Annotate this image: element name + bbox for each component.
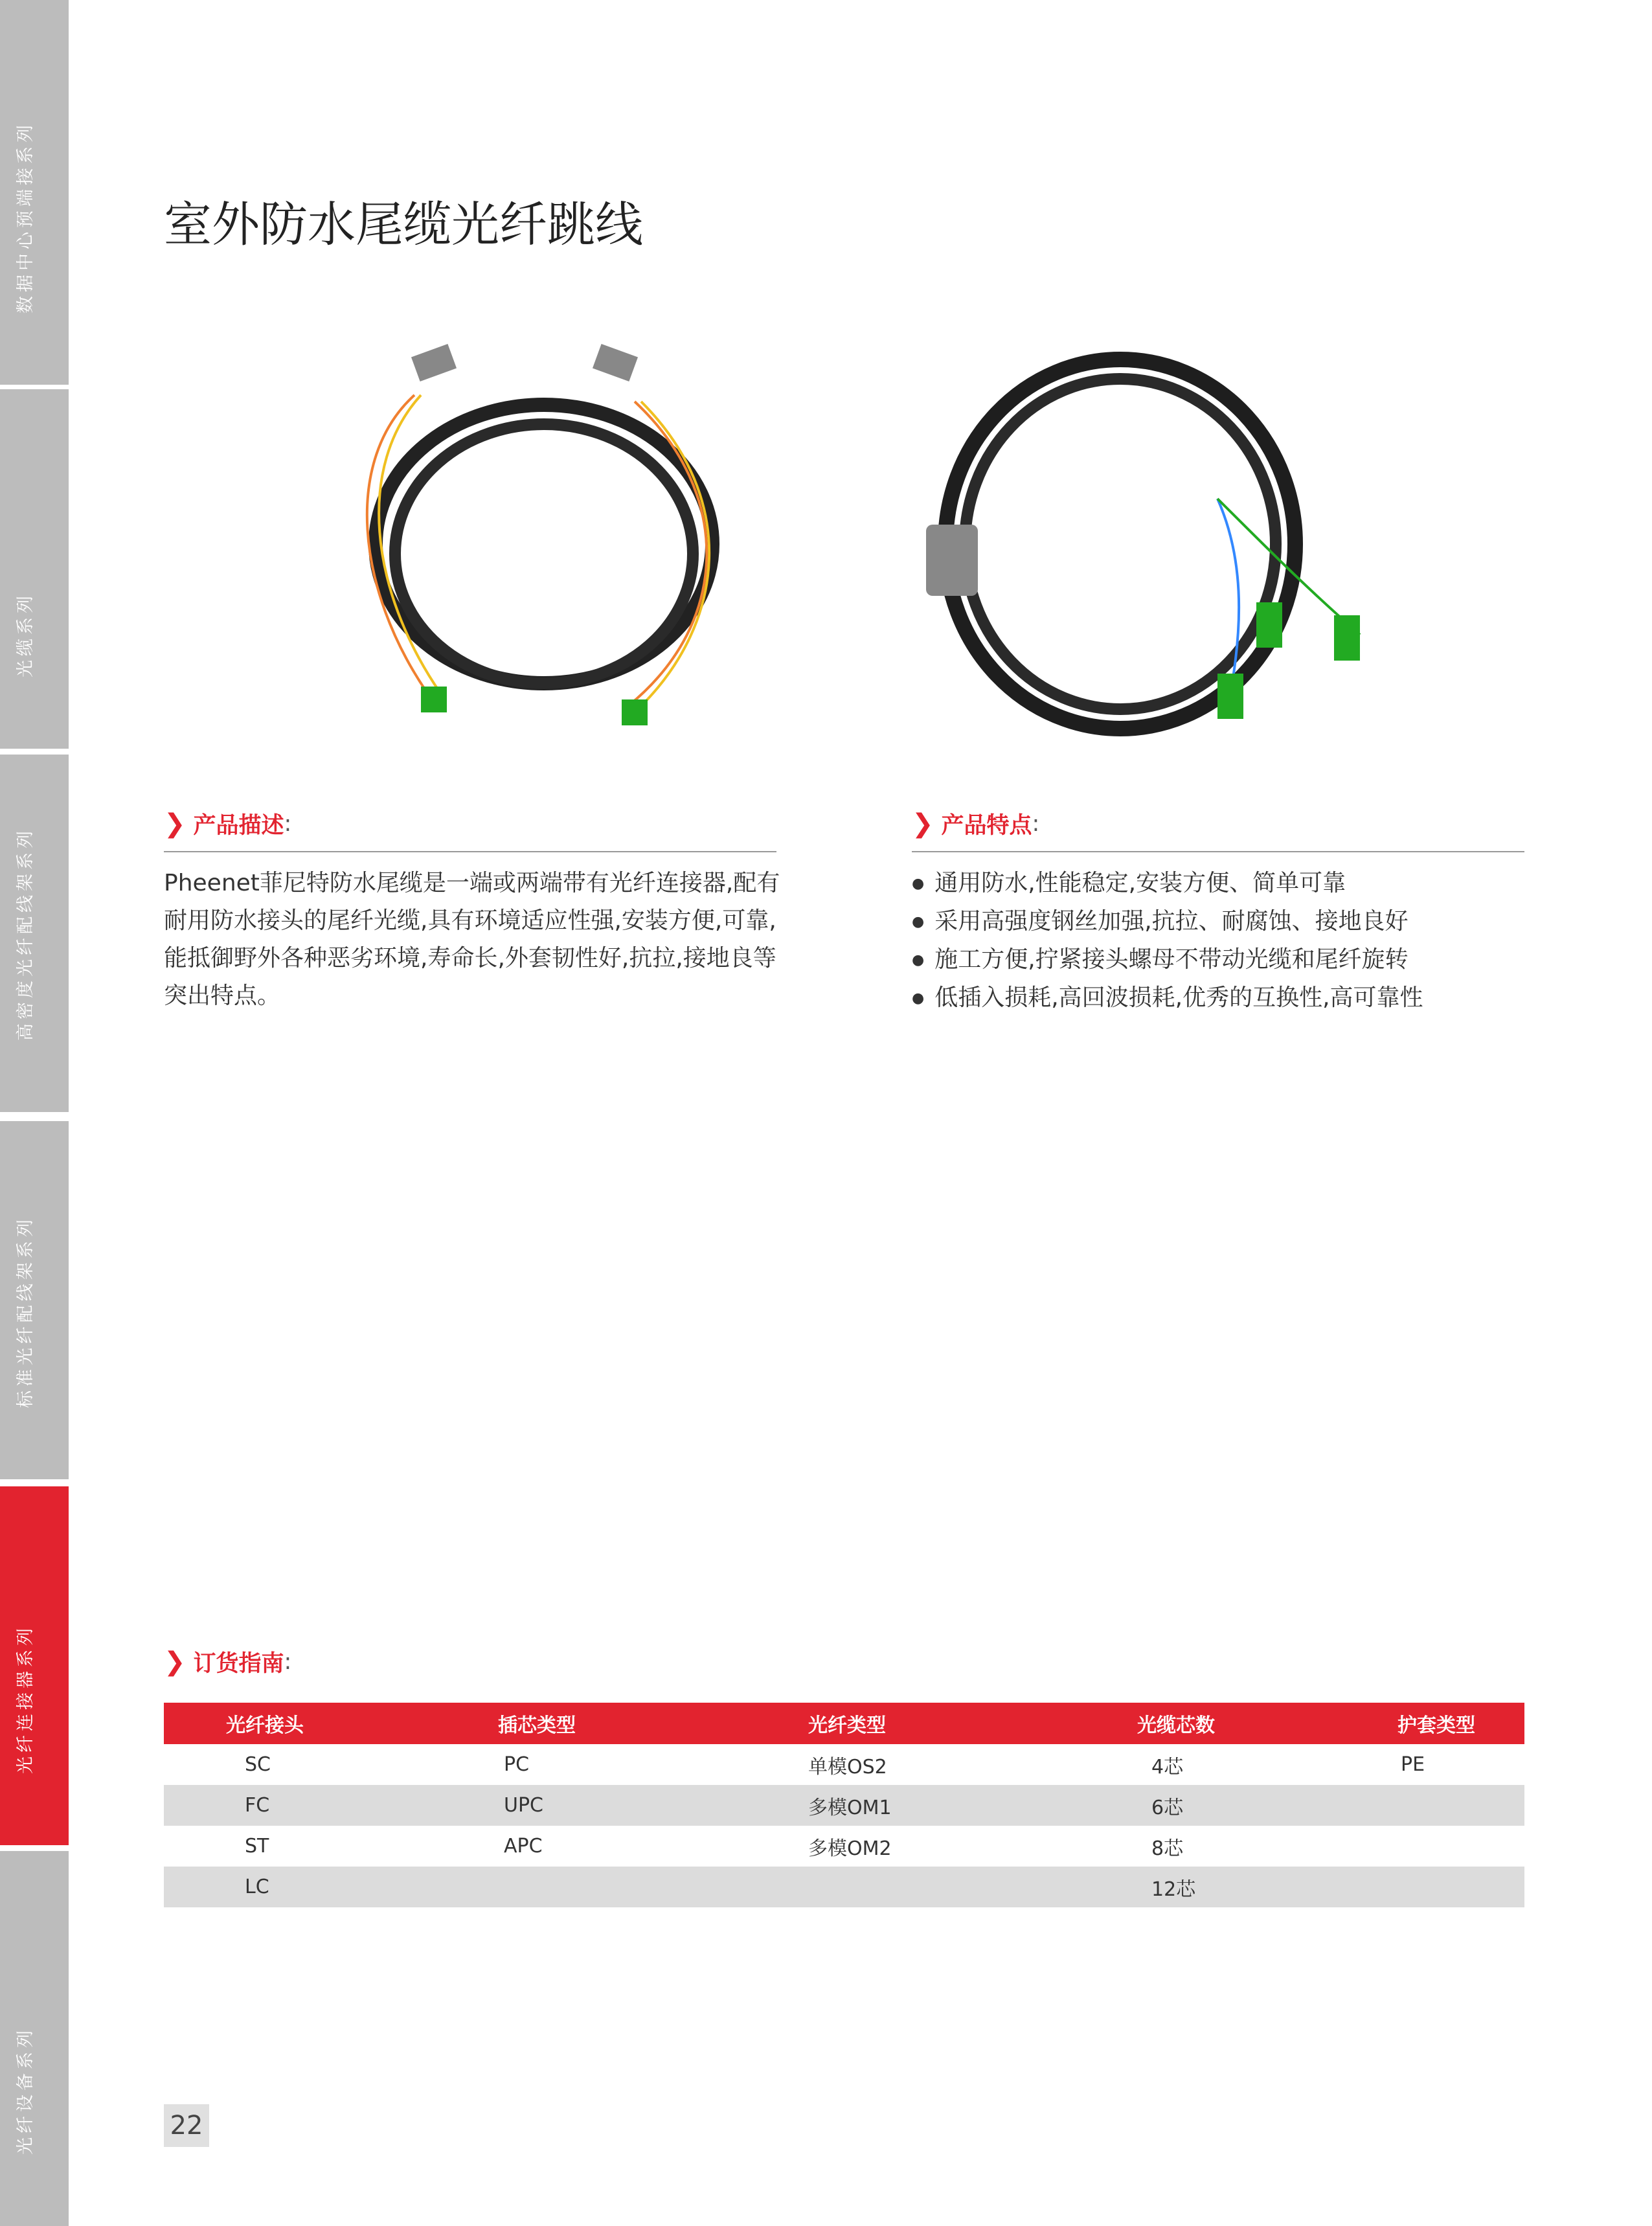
sidebar-label: 光纤连接器系列 [16,1624,36,1774]
product-image-patch-cable [330,330,758,758]
sidebar-label: 光纤设备系列 [16,2027,36,2155]
features-heading [912,808,1039,840]
colon: : [1032,811,1040,837]
heading-text: 产品描述 [193,813,284,839]
sidebar-item-cable[interactable] [0,389,69,749]
features-list [912,865,1423,1017]
table-row [164,1826,1524,1867]
colon: : [284,811,292,837]
chevron-right-icon: ❯ [164,1647,186,1677]
ordering-heading [164,1646,291,1678]
column-header: 光纤类型 [743,1703,1067,1744]
sidebar-label: 高密度光纤配线架系列 [16,827,36,1041]
cell: 8芯 [1151,1837,1184,1860]
sidebar-item-connectors[interactable] [0,1486,69,1845]
chevron-right-icon: ❯ [164,809,186,839]
sidebar-item-standard[interactable] [0,1121,69,1479]
product-image-fanout-cable [907,330,1477,758]
column-header: 插芯类型 [436,1703,743,1744]
cell: FC [164,1785,436,1826]
feature-item: ● 施工方便,拧紧接头螺母不带动光缆和尾纤旋转 [912,941,1423,979]
cell: 12芯 [1067,1867,1326,1907]
feature-item: ● 低插入损耗,高回波损耗,优秀的互换性,高可靠性 [912,979,1423,1017]
table-row [164,1744,1524,1785]
cell: UPC [436,1785,743,1826]
cell: 单模OS2 [808,1755,887,1778]
cell: SC [245,1753,271,1776]
cell: APC [504,1835,543,1857]
ordering-table [164,1703,1524,1907]
sidebar-item-datacenter[interactable] [0,0,69,385]
column-header: 护套类型 [1326,1703,1524,1744]
cell: ST [245,1835,269,1857]
cell [1326,1867,1524,1907]
cell [1326,1785,1524,1826]
cell [743,1867,1067,1907]
cell [436,1867,743,1907]
table-row [164,1867,1524,1907]
column-header: 光纤接头 [164,1703,436,1744]
heading-text: 产品特点 [941,813,1032,839]
description-text: Pheenet菲尼特防水尾缆是一端或两端带有光纤连接器,配有耐用防水接头的尾纤光缆,具有环境适应性强,安装方便,可靠,能抵御野外各种恶劣环境,寿命长,外套韧性好,抗拉,接地良等突出特点。 [164,870,780,1009]
sidebar-label: 光缆系列 [16,592,36,677]
column-header: 光缆芯数 [1067,1703,1326,1744]
table-row [164,1785,1524,1826]
divider [164,851,776,852]
heading-text: 订货指南 [193,1651,284,1677]
description-heading [164,808,291,840]
cell [1326,1826,1524,1867]
cell: 6芯 [1067,1785,1326,1826]
chevron-right-icon: ❯ [912,809,934,839]
sidebar-item-equipment[interactable] [0,1851,69,2226]
feature-item: ● 采用高强度钢丝加强,抗拉、耐腐蚀、接地良好 [912,903,1423,941]
colon: : [284,1649,292,1675]
cell: PE [1401,1753,1425,1776]
sidebar-item-high-density[interactable] [0,755,69,1112]
feature-item: ● 通用防水,性能稳定,安装方便、简单可靠 [912,865,1423,903]
table-header [164,1703,1524,1744]
page-number: 22 [164,2104,209,2147]
divider [912,851,1524,852]
cell: 多模OM1 [743,1785,1067,1826]
cell: 4芯 [1151,1755,1184,1778]
page-title: 室外防水尾缆光纤跳线 [164,197,643,253]
sidebar-label: 数据中心预端接系列 [16,121,36,313]
cell: 多模OM2 [808,1837,892,1860]
cell: LC [164,1867,436,1907]
sidebar-label: 标准光纤配线架系列 [16,1216,36,1408]
cell: PC [504,1753,530,1776]
